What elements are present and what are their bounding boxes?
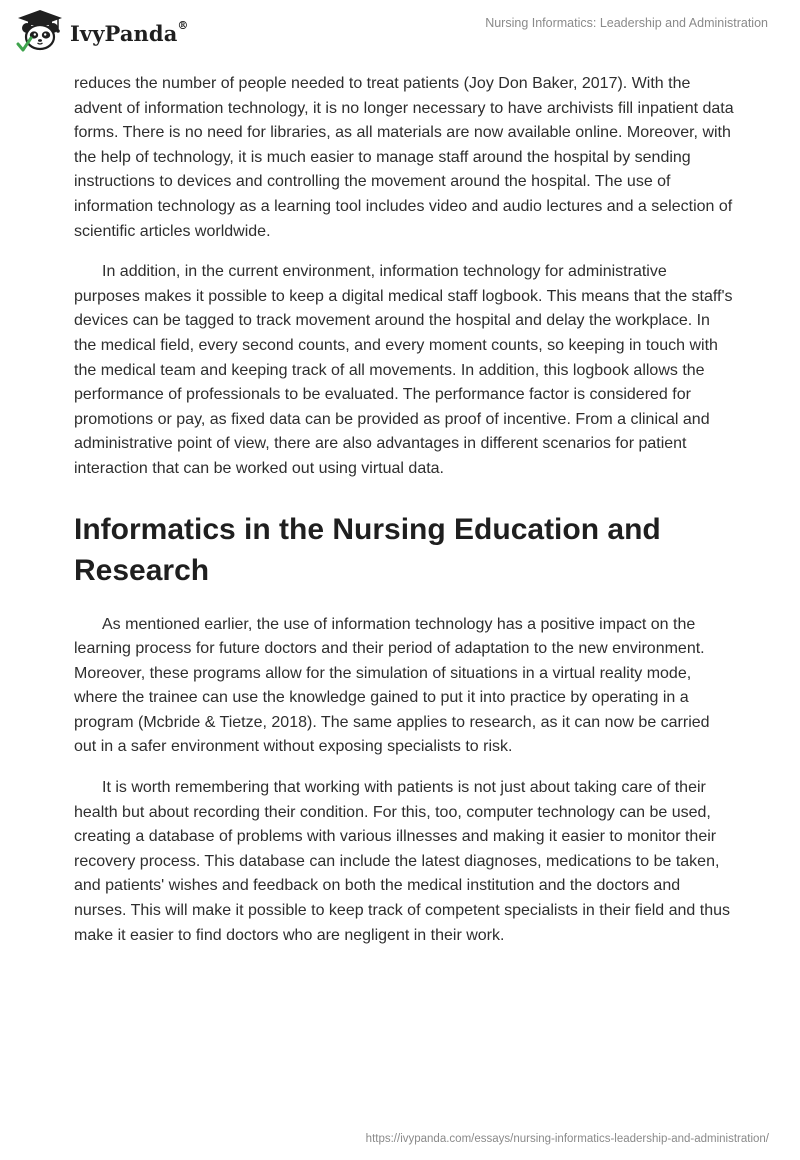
page-header xyxy=(0,0,800,60)
essay-body xyxy=(74,72,734,964)
paragraph-education: As mentioned earlier, the use of information technology has a positive impact on the learning process for future doctors and their period of adaptation to the new environment. Moreover, these programs allow for the simulation of situations in a virtual reality mode, where the trainee can use the knowledge gained to put it into practice by operating in a program (Mcbride & Tietze, 2018). The same applies to research, as it can now be carried out in a safer environment without exposing specialists to risk. xyxy=(74,615,710,756)
paragraph-administrative-logbook: In addition, in the current environment, information technology for administrative purposes makes it possible to keep a digital medical staff logbook. This means that the staff's devices can be tagged to track movement around the hospital and delay the workplace. In the medical field, every second counts, and every moment counts, so keeping in touch with the medical team and keeping track of all movements. In addition, this logbook allows the performance of professionals to be evaluated. The performance factor is considered for promotions or pay, as fixed data can be provided as proof of incentive. From a clinical and administrative point of view, there are also advantages in different scenarios for patient interaction that can be worked out using virtual data. xyxy=(74,263,733,477)
ivypanda-logo[interactable] xyxy=(14,8,189,54)
paragraph-continuation: reduces the number of people needed to treat patients (Joy Don Baker, 2017). With the advent of information technology, it is no longer necessary to have archivists fill inpatient data forms. There is no need for libraries, as all materials are now available online. Moreover, with the help of technology, it is much easier to manage staff around the hospital by sending instructions to devices and controlling the movement around the hospital. The use of information technology as a learning tool includes video and audio lectures and a selection of scientific articles worldwide. xyxy=(74,75,734,240)
document-title: Nursing Informatics: Leadership and Administration xyxy=(485,16,768,30)
registered-mark: ® xyxy=(177,18,189,32)
panda-graduate-icon xyxy=(14,8,66,54)
section-heading: Informatics in the Nursing Education and Research xyxy=(74,512,661,587)
paragraph-patient-database: It is worth remembering that working with patients is not just about taking care of their health but about recording their condition. For this, too, computer technology can be used, creating a database of problems with various illnesses and making it easier to monitor their recovery process. This database can include the latest diagnoses, medications to be taken, and patients' wishes and feedback on both the medical institution and the doctors and nurses. This will make it possible to keep track of competent specialists in their field and thus make it easier to find doctors who are negligent in their work. xyxy=(74,779,731,944)
logo-text: IvyPanda xyxy=(70,20,178,46)
source-url[interactable]: https://ivypanda.com/essays/nursing-informatics-leadership-and-administration/ xyxy=(365,1133,769,1145)
logo-wordmark xyxy=(70,18,189,46)
